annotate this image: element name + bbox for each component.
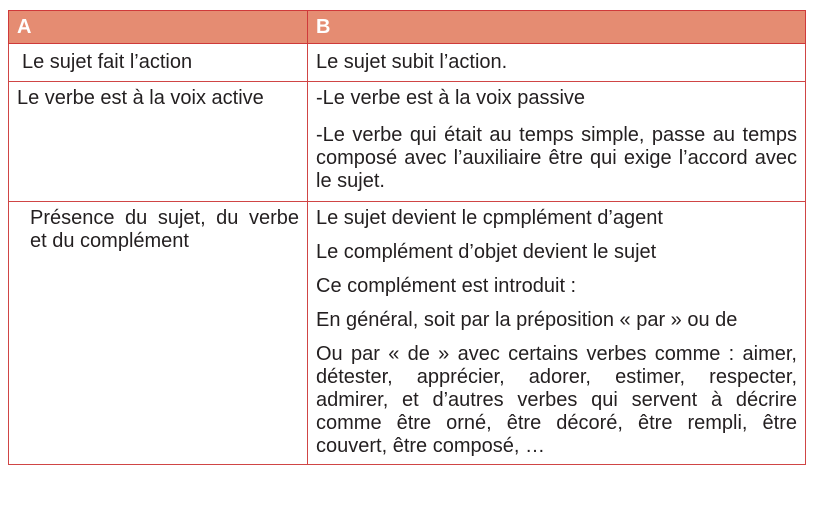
- active-passive-comparison-table: [8, 10, 806, 465]
- cell-text: Le verbe est à la voix active: [17, 87, 264, 109]
- document-page: [8, 10, 805, 465]
- table-row: [9, 44, 806, 82]
- header-row: [9, 11, 806, 44]
- cell-text: Présence du sujet, du verbe et du complément: [30, 207, 299, 252]
- header-column-b: B: [308, 11, 806, 44]
- cell-text: -Le verbe est à la voix passive: [316, 87, 586, 109]
- cell-b: [308, 202, 806, 465]
- cell-a: [9, 202, 308, 465]
- table-row: [9, 82, 806, 202]
- header-column-a: A: [9, 11, 308, 44]
- cell-b: [308, 82, 806, 202]
- cell-text: Le complément d’objet devient le sujet: [316, 241, 657, 263]
- table-row: [9, 202, 806, 465]
- cell-b: [308, 44, 806, 82]
- cell-text: Le sujet devient le cpmplément d’agent: [316, 207, 663, 229]
- cell-text: Ou par « de » avec certains verbes comme : aimer, détester, apprécier, adorer, estimer, respecter, admirer, et d’autres verbes qui servent à décrire comme être orné, être décoré, être rempli, être couvert, être composé, …: [316, 343, 797, 457]
- cell-text: En général, soit par la préposition « par » ou de: [316, 309, 738, 331]
- cell-a: [9, 44, 308, 82]
- cell-a: [9, 82, 308, 202]
- cell-text: -Le verbe qui était au temps simple, passe au temps composé avec l’auxiliaire être qui exige l’accord avec le sujet.: [316, 124, 797, 192]
- cell-text: Ce complément est introduit :: [316, 275, 577, 297]
- cell-text: Le sujet fait l’action: [22, 51, 193, 73]
- cell-text: Le sujet subit l’action.: [316, 51, 508, 73]
